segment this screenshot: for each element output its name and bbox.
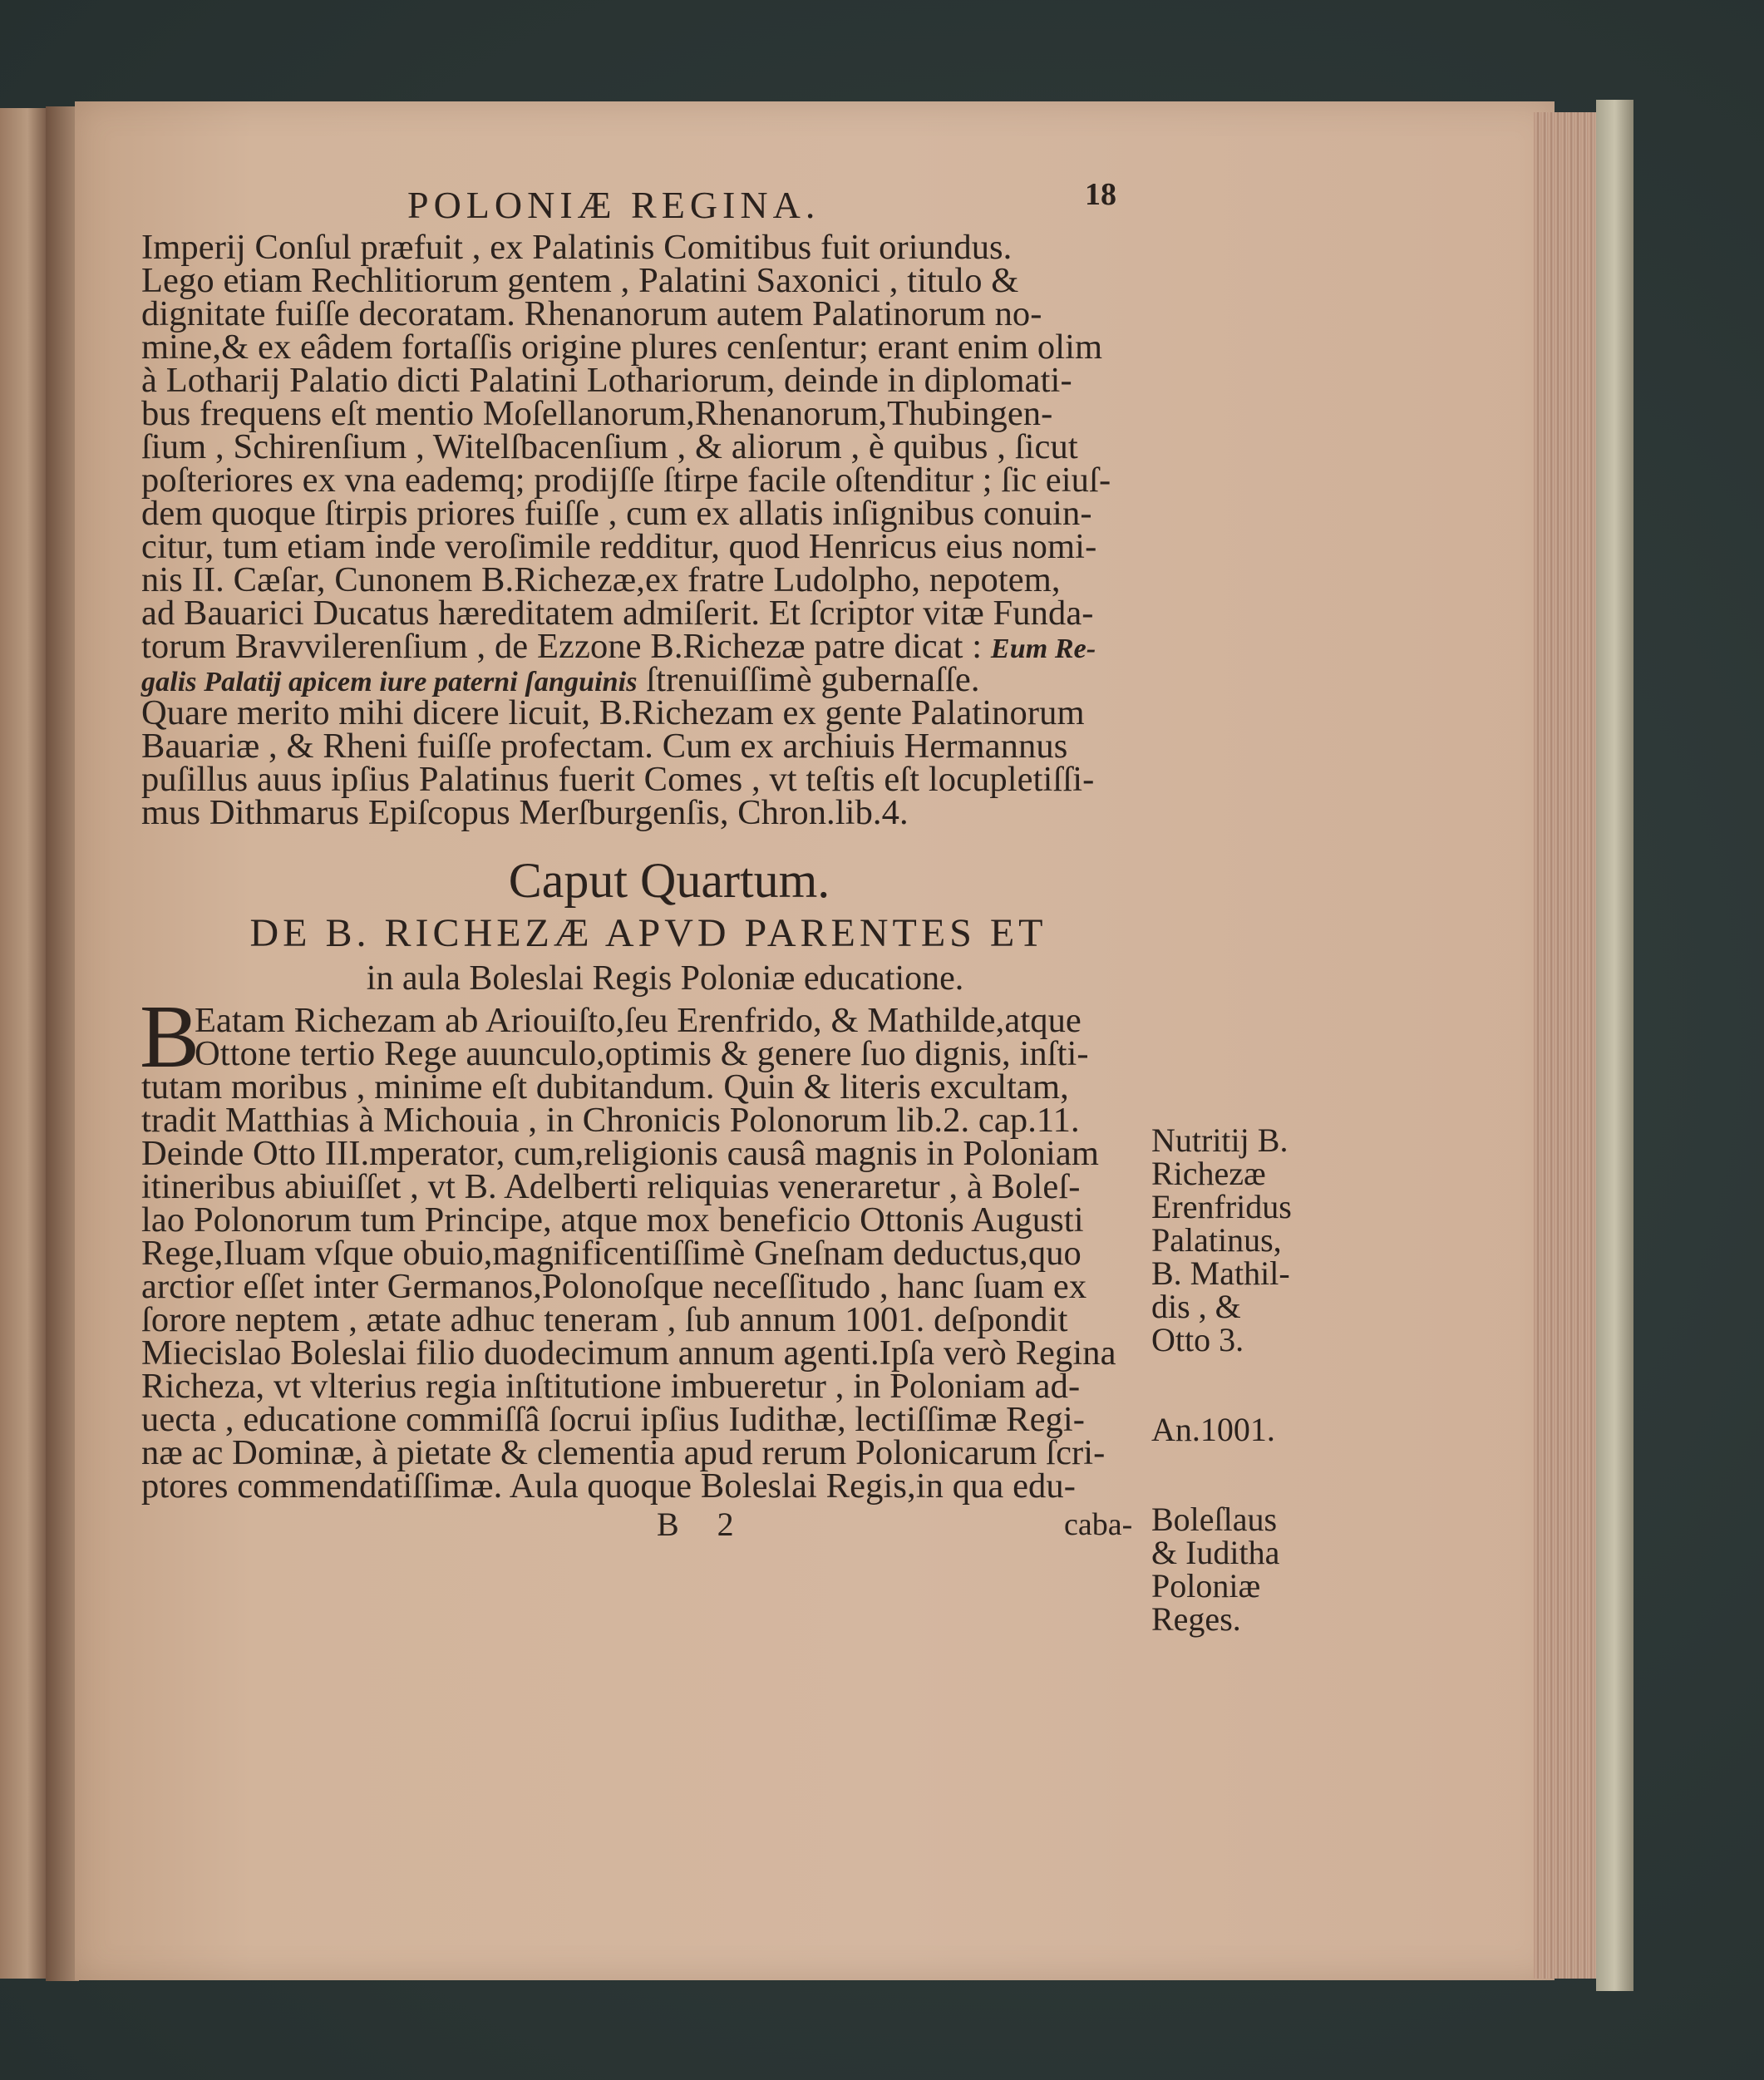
note-spacer (1151, 1388, 1318, 1413)
chapter-subheading: in aula Boleslai Regis Poloniæ educatione. (366, 959, 964, 998)
text-line: Eatam Richezam ab Ariouiſto,ſeu Erenfrido, & Mathilde,atque (195, 1001, 1082, 1040)
text-segment: ſtrenuiſſimè gubernaſſe. (637, 660, 980, 699)
cover-edge (1596, 100, 1633, 1991)
text-line: à Lotharij Palatio dicti Palatini Lothariorum, deinde in diplomati- (141, 361, 1072, 400)
text-line: dignitate fuiſſe decoratam. Rhenanorum autem Palatinorum no- (141, 294, 1042, 333)
quotation-italic: Eum Re- (990, 633, 1096, 664)
chapter-heading: DE B. RICHEZÆ APVD PARENTES ET (249, 911, 1047, 955)
text-line: bus frequens eſt mentio Moſellanorum,Rhenanorum,Thubingen- (141, 394, 1053, 433)
book-gutter (46, 106, 79, 1981)
running-title: POLONIÆ REGINA. (407, 184, 820, 226)
marginal-note-line: Palatinus, (1151, 1221, 1282, 1259)
text-line: citur, tum etiam inde veroſimile redditur, quod Henricus eius nomi- (141, 527, 1097, 566)
text-line: Deinde Otto III.mperator, cum,religionis causâ magnis in Poloniam (141, 1134, 1100, 1173)
text-line: puſillus auus ipſius Palatinus fuerit Comes , vt teſtis eſt locupletiſſi- (141, 760, 1095, 799)
text-line: nis II. Cæſar, Cunonem B.Richezæ,ex fratre Ludolpho, nepotem, (141, 560, 1061, 599)
note-spacer (1151, 1357, 1318, 1388)
marginal-note-line: Erenfridus (1151, 1188, 1292, 1225)
text-line: ptores commendatiſſimæ. Aula quoque Boleslai Regis,in qua edu- (141, 1466, 1077, 1506)
text-line: Richeza, vt vlterius regia inſtitutione imbueretur , in Poloniam ad- (141, 1367, 1081, 1406)
text-line: Lego etiam Rechlitiorum gentem , Palatini Saxonici , titulo & (141, 261, 1019, 300)
page-footer (141, 1503, 1139, 1545)
text-line: næ ac Dominæ, à pietate & clementia apud rerum Polonicarum ſcri- (141, 1433, 1106, 1472)
facing-page-edge (0, 108, 46, 1979)
marginal-note-line: dis , & (1151, 1288, 1241, 1325)
marginal-note-line: Reges. (1151, 1600, 1241, 1638)
text-line (141, 660, 1139, 699)
text-line: ſium , Schirenſium , Witelſbacenſium , & aliorum , è quibus , ſicut (141, 427, 1078, 466)
text-line: dem quoque ſtirpis priores fuiſſe , cum ex allatis inſignibus conuin- (141, 494, 1092, 533)
text-line: Quare merito mihi dicere licuit, B.Richezam ex gente Palatinorum (141, 693, 1085, 732)
running-head (141, 166, 1139, 233)
text-line: mine,& ex eâdem fortaſſis origine plures cenſentur; erant enim olim (141, 328, 1103, 367)
marginal-note-line: Richezæ (1151, 1155, 1266, 1192)
marginal-notes (1151, 1121, 1318, 1638)
text-line (141, 627, 1139, 666)
marginal-note-line: B. Mathil- (1151, 1254, 1290, 1292)
signature-mark: B 2 (657, 1506, 749, 1543)
page-text-block (141, 166, 1139, 1545)
page-number: 18 (1085, 177, 1116, 212)
paragraph-continued (141, 228, 1139, 832)
marginal-note-line: & Iuditha (1151, 1534, 1280, 1571)
text-line: Miecislao Boleslai filio duodecimum annum agenti.Ipſa verò Regina (141, 1333, 1116, 1373)
chapter-title: Caput Quartum. (508, 853, 830, 908)
text-line: poſteriores ex vna eademq; prodijſſe ſtirpe facile oſtenditur ; ſic eiuſ- (141, 461, 1111, 500)
text-line: tutam moribus , minime eſt dubitandum. Quin & literis excultam, (141, 1067, 1069, 1107)
text-line: ad Bauarici Ducatus hæreditatem admiſerit. Et ſcriptor vitæ Funda- (141, 594, 1094, 633)
text-line: ſorore neptem , ætate adhuc teneram , ſub annum 1001. deſpondit (141, 1300, 1068, 1339)
marginal-note-line: Poloniæ (1151, 1567, 1261, 1604)
text-line: mus Dithmarus Epiſcopus Merſburgenſis, Chron.lib.4. (141, 793, 909, 832)
quotation-italic: galis Palatij apicem iure paterni ſanguinis (141, 667, 638, 697)
marginal-note-line: Boleſlaus (1151, 1501, 1278, 1538)
text-line: Rege,Iluam vſque obuio,magnificentiſſimè Gneſnam deductus,quo (141, 1234, 1082, 1273)
text-line: arctior eſſet inter Germanos,Polonoſque neceſſitudo , hanc ſuam ex (141, 1267, 1087, 1306)
marginal-note-line: Otto 3. (1151, 1321, 1244, 1358)
marginal-note-line: Nutritij B. (1151, 1121, 1289, 1159)
note-spacer (1151, 1447, 1318, 1478)
text-line: Imperij Conſul præfuit , ex Palatinis Comitibus fuit oriundus. (141, 228, 1013, 267)
text-line: itineribus abiuiſſet , vt B. Adelberti reliquias veneraretur , à Boleſ- (141, 1167, 1081, 1206)
text-line: tradit Matthias à Michouia , in Chronicis Polonorum lib.2. cap.11. (141, 1101, 1080, 1140)
text-line: uecta , educatione commiſſâ ſocrui ipſius Iudithæ, lectiſſimæ Regi- (141, 1400, 1086, 1439)
text-line: Ottone tertio Rege auunculo,optimis & genere ſuo dignis, inſti- (195, 1034, 1089, 1073)
catchword: caba- (1064, 1507, 1133, 1542)
drop-cap: B (140, 988, 200, 1087)
chapter-paragraph (140, 988, 1139, 1506)
marginal-note-year: An.1001. (1151, 1411, 1275, 1448)
text-line: lao Polonorum tum Principe, atque mox beneficio Ottonis Augusti (141, 1200, 1084, 1240)
note-spacer (1151, 1478, 1318, 1503)
text-line: Bauariæ , & Rheni fuiſſe profectam. Cum ex archiuis Hermannus (141, 727, 1068, 766)
text-segment: torum Bravvilerenſium , de Ezzone B.Richezæ patre dicat : (141, 627, 991, 666)
